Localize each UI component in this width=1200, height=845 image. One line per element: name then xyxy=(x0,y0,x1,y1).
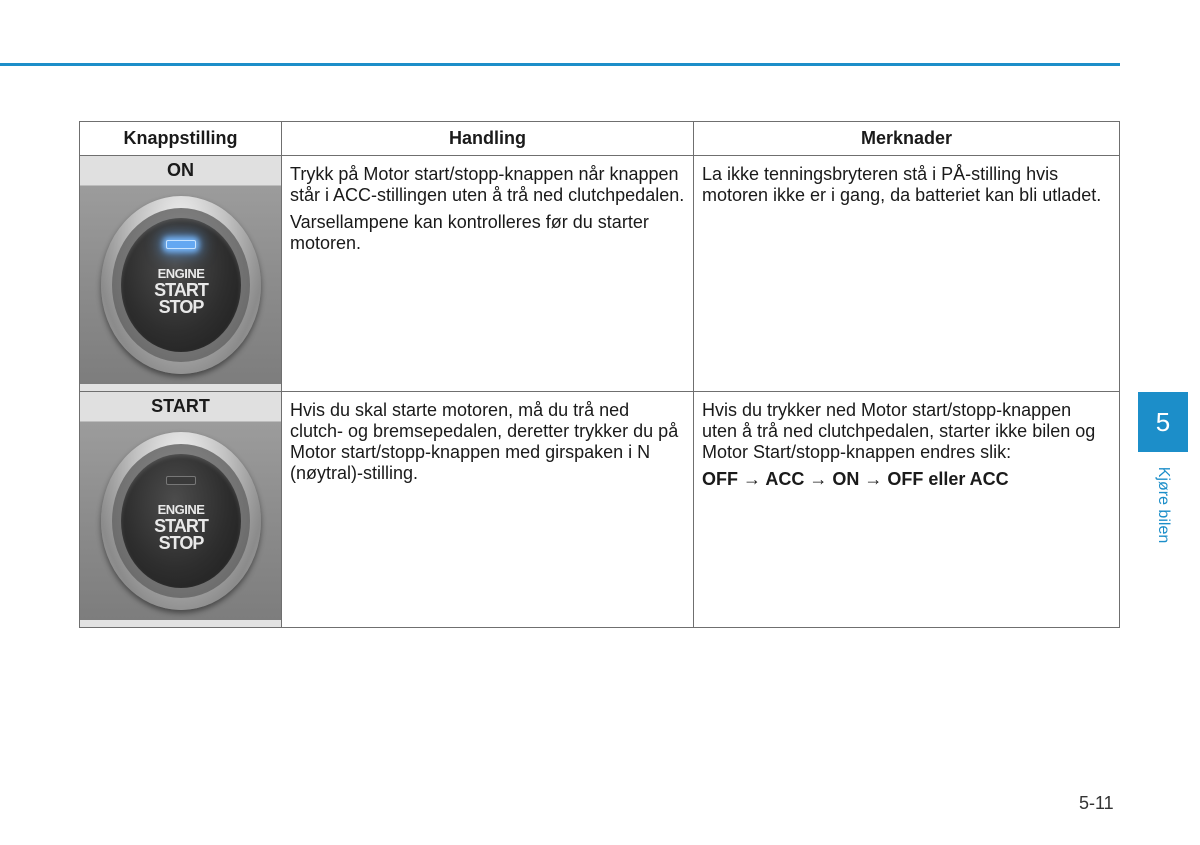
button-inner-ring xyxy=(112,208,250,362)
action-cell xyxy=(282,156,694,392)
button-text-line3: STOP xyxy=(158,297,204,317)
ignition-positions-table xyxy=(79,121,1120,628)
button-text-line2: START xyxy=(154,516,208,536)
engine-start-stop-button-icon xyxy=(80,422,281,620)
action-cell xyxy=(282,392,694,628)
header-rule xyxy=(0,63,1120,66)
action-paragraph: Hvis du skal starte motoren, må du trå ned clutch- og bremsepedalen, deretter trykker du på Motor start/stopp-knappen med girspaken i N (nøytral)-stilling. xyxy=(290,400,679,483)
table-header-row xyxy=(80,122,1120,156)
position-label: ON xyxy=(80,156,281,186)
button-text xyxy=(121,265,241,316)
notes-cell xyxy=(694,156,1120,392)
chapter-tab: 5 xyxy=(1138,392,1188,452)
position-cell xyxy=(80,392,282,628)
action-paragraph: Varsellampene kan kontrolleres før du starter motoren. xyxy=(290,212,649,253)
button-text-line1: ENGINE xyxy=(157,266,205,281)
header-action: Handling xyxy=(282,122,694,156)
button-text-line2: START xyxy=(154,280,208,300)
button-text xyxy=(121,501,241,552)
notes-cell xyxy=(694,392,1120,628)
button-outer-ring xyxy=(101,196,261,374)
page-number: 5-11 xyxy=(1079,793,1114,813)
header-notes: Merknader xyxy=(694,122,1120,156)
position-cell xyxy=(80,156,282,392)
button-inner-ring xyxy=(112,444,250,598)
engine-start-stop-button-icon xyxy=(80,186,281,384)
header-position: Knappstilling xyxy=(80,122,282,156)
position-label: START xyxy=(80,392,281,422)
button-face xyxy=(121,218,241,352)
chapter-title: Kjøre bilen xyxy=(1155,466,1172,544)
table-row xyxy=(80,156,1120,392)
indicator-lamp-icon xyxy=(166,240,196,249)
button-outer-ring xyxy=(101,432,261,610)
indicator-lamp-icon xyxy=(166,476,196,485)
button-text-line1: ENGINE xyxy=(157,502,205,517)
button-face xyxy=(121,454,241,588)
notes-sequence: OFF → ACC → ON → OFF eller ACC xyxy=(702,469,1009,489)
notes-paragraph: La ikke tenningsbryteren stå i PÅ-stilling hvis motoren ikke er i gang, da batteriet kan bli utladet. xyxy=(702,164,1102,205)
button-text-line3: STOP xyxy=(158,533,204,553)
action-paragraph: Trykk på Motor start/stopp-knappen når knappen står i ACC-stillingen uten å trå ned clutchpedalen. xyxy=(290,164,685,205)
notes-paragraph: Hvis du trykker ned Motor start/stopp-knappen uten å trå ned clutchpedalen, starter ikke bilen og Motor Start/stopp-knappen endres slik: xyxy=(702,400,1096,462)
table-row xyxy=(80,392,1120,628)
